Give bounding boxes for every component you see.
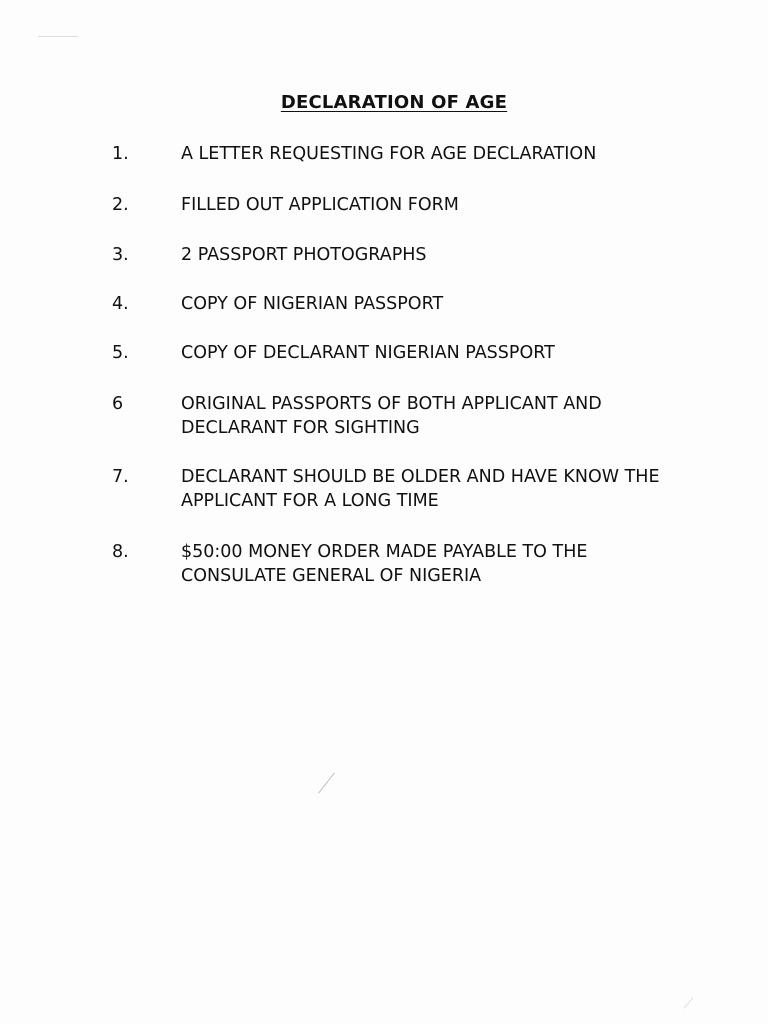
- list-item-text: ORIGINAL PASSPORTS OF BOTH APPLICANT AND DECLARANT FOR SIGHTING: [181, 394, 602, 438]
- list-item-number: 4.: [112, 294, 129, 314]
- list-item-text: DECLARANT SHOULD BE OLDER AND HAVE KNOW THE APPLICANT FOR A LONG TIME: [181, 467, 660, 511]
- list-item: [112, 292, 712, 316]
- list-item: [112, 142, 712, 166]
- list-item-text: A LETTER REQUESTING FOR AGE DECLARATION: [181, 144, 597, 164]
- list-item-number: 2.: [112, 195, 129, 215]
- list-item-number: 3.: [112, 245, 129, 265]
- list-item-number: 5.: [112, 343, 129, 363]
- list-item: [112, 540, 712, 588]
- list-item-text: 2 PASSPORT PHOTOGRAPHS: [181, 245, 427, 265]
- list-item: [112, 392, 712, 440]
- list-item-text: $50:00 MONEY ORDER MADE PAYABLE TO THE CONSULATE GENERAL OF NIGERIA: [181, 542, 588, 586]
- list-item: [112, 193, 712, 217]
- list-item: [112, 465, 712, 513]
- list-item-number: 1.: [112, 144, 129, 164]
- list-item-text: COPY OF NIGERIAN PASSPORT: [181, 294, 444, 314]
- list-item: [112, 243, 712, 267]
- list-item-text: COPY OF DECLARANT NIGERIAN PASSPORT: [181, 343, 555, 363]
- page-title: DECLARATION OF AGE: [280, 92, 508, 113]
- list-item: [112, 341, 712, 365]
- list-item-text: FILLED OUT APPLICATION FORM: [181, 195, 459, 215]
- scan-mark: [38, 36, 78, 37]
- list-item-number: 8.: [112, 542, 129, 562]
- list-item-number: 6: [112, 394, 124, 414]
- list-item-number: 7.: [112, 467, 129, 487]
